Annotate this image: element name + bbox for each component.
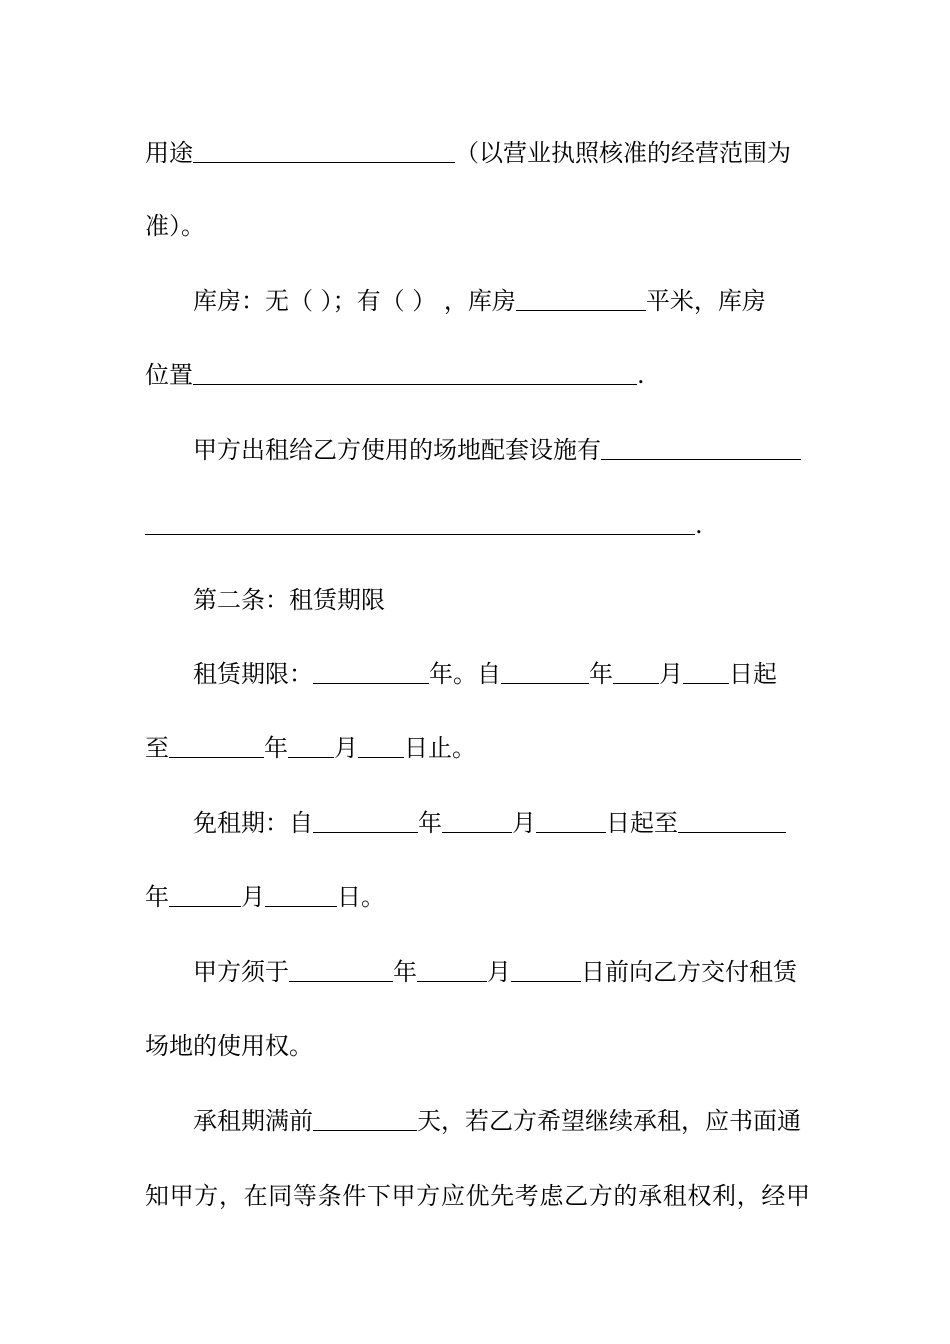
text-segment: . bbox=[695, 511, 703, 539]
text-segment: 平米，库房 bbox=[645, 287, 766, 315]
fill-blank[interactable] bbox=[601, 437, 801, 460]
text-segment: 甲方须于 bbox=[193, 958, 289, 986]
text-segment: 年。自 bbox=[429, 660, 501, 688]
fill-blank[interactable] bbox=[511, 959, 581, 982]
text-segment: 年 bbox=[145, 883, 169, 911]
fill-blank[interactable] bbox=[683, 661, 729, 684]
fill-blank[interactable] bbox=[501, 661, 589, 684]
text-segment: 位置 bbox=[145, 361, 193, 389]
text-segment: 准）。 bbox=[145, 212, 205, 240]
doc-line bbox=[193, 658, 810, 690]
fill-blank[interactable] bbox=[516, 288, 646, 311]
fill-blank[interactable] bbox=[358, 735, 404, 758]
fill-blank[interactable] bbox=[536, 810, 606, 833]
text-segment: 承租期满前 bbox=[193, 1107, 313, 1135]
text-segment: 至 bbox=[145, 734, 169, 762]
text-segment: 甲方出租给乙方使用的场地配套设施有 bbox=[193, 436, 601, 464]
doc-line bbox=[145, 137, 810, 169]
text-segment: 月 bbox=[334, 734, 358, 762]
doc-line bbox=[145, 1180, 810, 1212]
text-segment: 用途 bbox=[145, 139, 193, 167]
doc-line bbox=[145, 359, 810, 391]
text-segment: . bbox=[637, 361, 645, 389]
doc-line bbox=[193, 434, 810, 466]
fill-blank[interactable] bbox=[313, 1108, 417, 1131]
doc-line bbox=[193, 807, 810, 839]
text-segment: 场地的使用权。 bbox=[145, 1032, 313, 1060]
fill-blank[interactable] bbox=[613, 661, 659, 684]
fill-blank[interactable] bbox=[442, 810, 512, 833]
section-heading bbox=[193, 584, 810, 616]
doc-line bbox=[145, 210, 810, 242]
text-segment: 日。 bbox=[337, 883, 385, 911]
text-segment: 免租期：自 bbox=[193, 809, 313, 837]
fill-blank[interactable] bbox=[313, 810, 418, 833]
fill-blank[interactable] bbox=[417, 959, 487, 982]
text-segment: 库房：无（ ）；有（ ） ，库房 bbox=[193, 287, 516, 315]
doc-line bbox=[145, 1030, 810, 1062]
fill-blank[interactable] bbox=[265, 884, 337, 907]
doc-line bbox=[193, 285, 810, 317]
fill-blank[interactable] bbox=[313, 661, 429, 684]
text-segment: 天，若乙方希望继续承租，应书面通 bbox=[417, 1107, 801, 1135]
fill-blank[interactable] bbox=[289, 959, 393, 982]
text-segment: 年 bbox=[589, 660, 613, 688]
fill-blank[interactable] bbox=[193, 362, 637, 385]
text-segment: 日前向乙方交付租赁 bbox=[581, 958, 797, 986]
text-segment: 日起至 bbox=[606, 809, 678, 837]
text-segment: （以营业执照核准的经营范围为 bbox=[455, 139, 791, 167]
text-segment: 第二条：租赁期限 bbox=[193, 586, 385, 614]
fill-blank[interactable] bbox=[193, 140, 455, 163]
fill-blank[interactable] bbox=[145, 512, 695, 535]
doc-line bbox=[145, 881, 810, 913]
fill-blank[interactable] bbox=[169, 735, 264, 758]
text-segment: 年 bbox=[418, 809, 442, 837]
text-segment: 日止。 bbox=[404, 734, 476, 762]
doc-line bbox=[193, 1105, 810, 1137]
doc-line bbox=[145, 732, 810, 764]
text-segment: 月 bbox=[512, 809, 536, 837]
fill-blank[interactable] bbox=[169, 884, 241, 907]
doc-line bbox=[145, 509, 810, 541]
text-segment: 年 bbox=[264, 734, 288, 762]
fill-blank[interactable] bbox=[678, 810, 786, 833]
doc-line bbox=[193, 956, 810, 988]
text-segment: 日起 bbox=[729, 660, 777, 688]
text-segment: 月 bbox=[659, 660, 683, 688]
text-segment: 租赁期限： bbox=[193, 660, 313, 688]
text-segment: 月 bbox=[241, 883, 265, 911]
text-segment: 年 bbox=[393, 958, 417, 986]
text-segment: 月 bbox=[487, 958, 511, 986]
text-segment: 知甲方，在同等条件下甲方应优先考虑乙方的承租权利，经甲 bbox=[145, 1182, 810, 1210]
fill-blank[interactable] bbox=[288, 735, 334, 758]
